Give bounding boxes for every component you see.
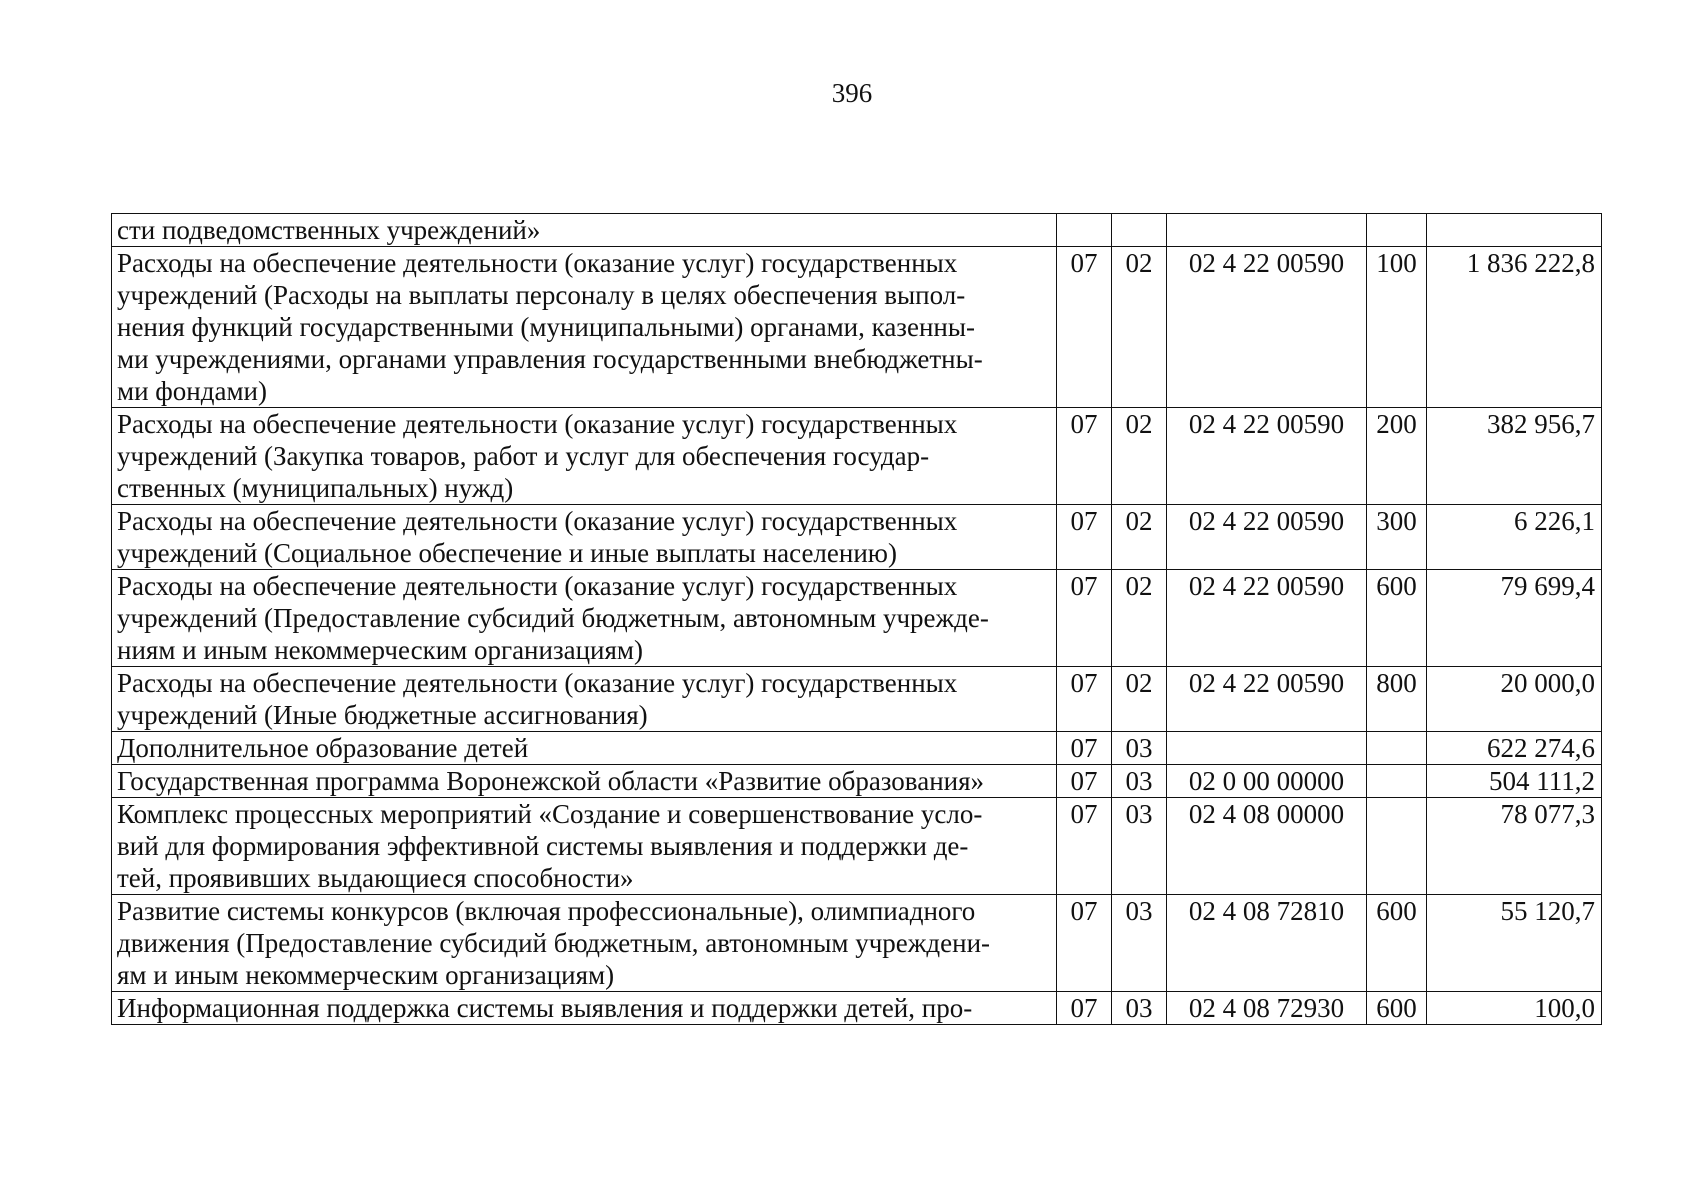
subsection-code-cell — [1112, 214, 1167, 247]
table-row — [112, 798, 1602, 895]
section-code-cell: 07 — [1057, 732, 1112, 765]
item-name-cell — [112, 505, 1057, 570]
section-code-cell: 07 — [1057, 798, 1112, 895]
item-name-cell — [112, 895, 1057, 992]
section-code-cell: 07 — [1057, 408, 1112, 505]
item-name-line: ниям и иным некоммерческим организациям) — [117, 635, 643, 665]
item-name-line: сти подведомственных учреждений» — [117, 215, 541, 245]
table-row — [112, 408, 1602, 505]
amount-cell: 20 000,0 — [1427, 667, 1602, 732]
item-name-cell — [112, 570, 1057, 667]
expense-type-cell — [1367, 732, 1427, 765]
subsection-code-cell: 03 — [1112, 798, 1167, 895]
item-name-line: учреждений (Социальное обеспечение и иные выплаты населению) — [117, 538, 897, 568]
amount-cell: 55 120,7 — [1427, 895, 1602, 992]
section-code-cell — [1057, 214, 1112, 247]
item-name-line: Расходы на обеспечение деятельности (оказание услуг) государственных — [117, 668, 958, 698]
section-code-cell: 07 — [1057, 505, 1112, 570]
amount-cell: 6 226,1 — [1427, 505, 1602, 570]
item-name-line: учреждений (Иные бюджетные ассигнования) — [117, 700, 648, 730]
expense-type-cell — [1367, 798, 1427, 895]
section-code-cell: 07 — [1057, 247, 1112, 408]
amount-cell: 100,0 — [1427, 992, 1602, 1025]
item-name-line: Развитие системы конкурсов (включая профессиональные), олимпиадного — [117, 896, 976, 926]
budget-table — [111, 213, 1602, 1025]
subsection-code-cell: 03 — [1112, 765, 1167, 798]
table-row — [112, 895, 1602, 992]
section-code-cell: 07 — [1057, 667, 1112, 732]
subsection-code-cell: 02 — [1112, 505, 1167, 570]
section-code-cell: 07 — [1057, 570, 1112, 667]
target-article-cell: 02 4 22 00590 — [1167, 505, 1367, 570]
target-article-cell: 02 4 08 72930 — [1167, 992, 1367, 1025]
amount-cell: 78 077,3 — [1427, 798, 1602, 895]
item-name-cell — [112, 247, 1057, 408]
item-name-line: ственных (муниципальных) нужд) — [117, 473, 514, 503]
item-name-cell — [112, 798, 1057, 895]
expense-type-cell: 300 — [1367, 505, 1427, 570]
item-name-line: Информационная поддержка системы выявления и поддержки детей, про- — [117, 993, 973, 1023]
item-name-line: Расходы на обеспечение деятельности (оказание услуг) государственных — [117, 506, 958, 536]
target-article-cell: 02 4 22 00590 — [1167, 247, 1367, 408]
target-article-cell: 02 4 22 00590 — [1167, 570, 1367, 667]
target-article-cell: 02 4 08 72810 — [1167, 895, 1367, 992]
item-name-line: ям и иным некоммерческим организациям) — [117, 960, 615, 990]
expense-type-cell: 200 — [1367, 408, 1427, 505]
item-name-cell — [112, 765, 1057, 798]
item-name-line: ми учреждениями, органами управления государственными внебюджетны- — [117, 344, 983, 374]
subsection-code-cell: 02 — [1112, 247, 1167, 408]
item-name-line: Государственная программа Воронежской области «Развитие образования» — [117, 766, 985, 796]
table-row — [112, 667, 1602, 732]
item-name-line: учреждений (Предоставление субсидий бюджетным, автономным учрежде- — [117, 603, 989, 633]
table-row — [112, 570, 1602, 667]
table-row — [112, 247, 1602, 408]
item-name-line: вий для формирования эффективной системы выявления и поддержки де- — [117, 831, 969, 861]
item-name-line: учреждений (Закупка товаров, работ и услуг для обеспечения государ- — [117, 441, 930, 471]
item-name-cell — [112, 732, 1057, 765]
target-article-cell: 02 4 22 00590 — [1167, 408, 1367, 505]
target-article-cell: 02 4 22 00590 — [1167, 667, 1367, 732]
subsection-code-cell: 02 — [1112, 667, 1167, 732]
expense-type-cell: 600 — [1367, 895, 1427, 992]
item-name-line: Расходы на обеспечение деятельности (оказание услуг) государственных — [117, 248, 958, 278]
item-name-cell — [112, 667, 1057, 732]
item-name-cell — [112, 992, 1057, 1025]
amount-cell: 382 956,7 — [1427, 408, 1602, 505]
target-article-cell: 02 4 08 00000 — [1167, 798, 1367, 895]
table-row — [112, 992, 1602, 1025]
subsection-code-cell: 03 — [1112, 732, 1167, 765]
item-name-line: ми фондами) — [117, 376, 267, 406]
item-name-line: Расходы на обеспечение деятельности (оказание услуг) государственных — [117, 571, 958, 601]
item-name-line: нения функций государственными (муниципальными) органами, казенны- — [117, 312, 975, 342]
amount-cell — [1427, 214, 1602, 247]
section-code-cell: 07 — [1057, 895, 1112, 992]
item-name-cell — [112, 408, 1057, 505]
subsection-code-cell: 03 — [1112, 895, 1167, 992]
expense-type-cell: 100 — [1367, 247, 1427, 408]
item-name-cell — [112, 214, 1057, 247]
item-name-line: учреждений (Расходы на выплаты персоналу в целях обеспечения выпол- — [117, 280, 966, 310]
table-row — [112, 214, 1602, 247]
expense-type-cell — [1367, 214, 1427, 247]
section-code-cell: 07 — [1057, 992, 1112, 1025]
page-number: 396 — [831, 78, 873, 108]
table-row — [112, 505, 1602, 570]
target-article-cell — [1167, 214, 1367, 247]
expense-type-cell: 600 — [1367, 992, 1427, 1025]
table-row — [112, 765, 1602, 798]
item-name-line: движения (Предоставление субсидий бюджетным, автономным учреждени- — [117, 928, 991, 958]
amount-cell: 504 111,2 — [1427, 765, 1602, 798]
subsection-code-cell: 02 — [1112, 408, 1167, 505]
item-name-line: тей, проявивших выдающиеся способности» — [117, 863, 634, 893]
expense-type-cell: 600 — [1367, 570, 1427, 667]
table-row — [112, 732, 1602, 765]
item-name-line: Расходы на обеспечение деятельности (оказание услуг) государственных — [117, 409, 958, 439]
expense-type-cell: 800 — [1367, 667, 1427, 732]
item-name-line: Дополнительное образование детей — [117, 733, 529, 763]
amount-cell: 1 836 222,8 — [1427, 247, 1602, 408]
subsection-code-cell: 02 — [1112, 570, 1167, 667]
expense-type-cell — [1367, 765, 1427, 798]
item-name-line: Комплекс процессных мероприятий «Создание и совершенствование усло- — [117, 799, 983, 829]
target-article-cell: 02 0 00 00000 — [1167, 765, 1367, 798]
target-article-cell — [1167, 732, 1367, 765]
subsection-code-cell: 03 — [1112, 992, 1167, 1025]
section-code-cell: 07 — [1057, 765, 1112, 798]
amount-cell: 79 699,4 — [1427, 570, 1602, 667]
amount-cell: 622 274,6 — [1427, 732, 1602, 765]
